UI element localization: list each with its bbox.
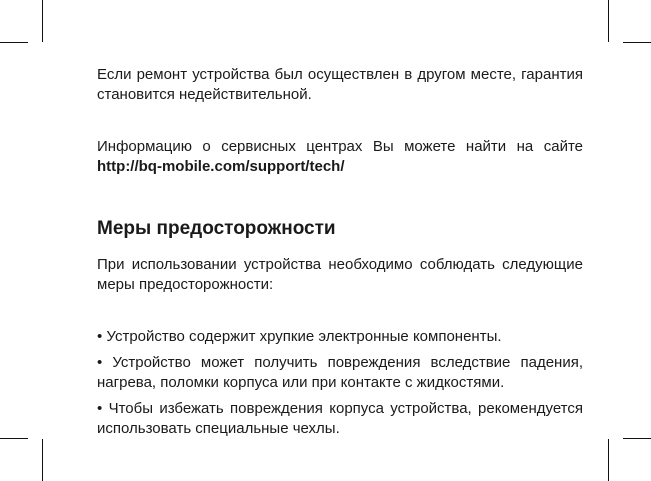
list-item: • Устройство содержит хрупкие электронные компоненты.	[97, 328, 502, 345]
crop-mark-bottom-left-horizontal	[0, 438, 28, 439]
service-info-text: Информацию о сервисных центрах Вы можете найти на сайте	[97, 138, 583, 155]
crop-mark-bottom-right-horizontal	[623, 438, 651, 439]
precautions-list	[97, 327, 583, 439]
crop-mark-top-left-horizontal	[0, 42, 28, 43]
service-url-link[interactable]: http://bq-mobile.com/support/tech/	[97, 158, 345, 175]
section-title: Меры предосторожности	[97, 218, 336, 239]
service-paragraph	[97, 137, 583, 177]
page-content	[97, 65, 583, 439]
list-item: • Устройство может получить повреждения вследствие падения, нагрева, поломки корпуса или при контакте с жидкостями.	[97, 354, 583, 391]
crop-mark-bottom-right-vertical	[608, 439, 609, 481]
crop-mark-top-right-vertical	[608, 0, 609, 42]
warranty-paragraph: Если ремонт устройства был осуществлен в другом месте, гарантия становится недействительной.	[97, 66, 583, 103]
crop-mark-top-right-horizontal	[623, 42, 651, 43]
section-intro: При использовании устройства необходимо соблюдать следующие меры предосторожности:	[97, 256, 583, 293]
list-item: • Чтобы избежать повреждения корпуса устройства, рекомендуется использовать специальные чехлы.	[97, 400, 583, 437]
crop-mark-bottom-left-vertical	[42, 439, 43, 481]
crop-mark-top-left-vertical	[42, 0, 43, 42]
